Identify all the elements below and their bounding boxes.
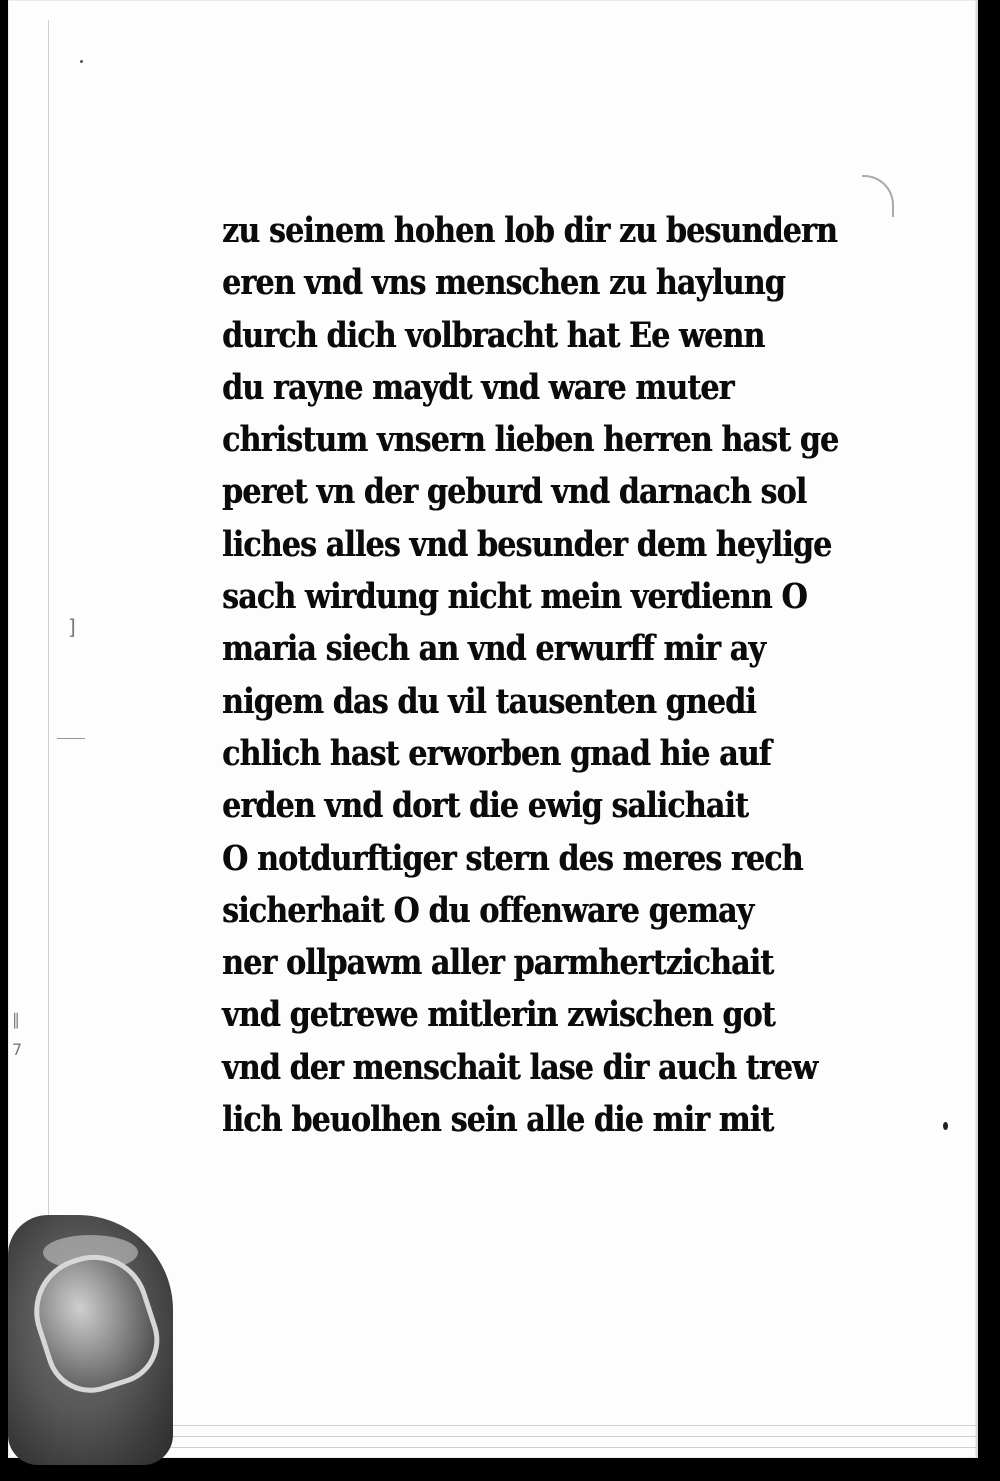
manuscript-line: lich beuolhen sein alle die mir mit <box>222 1099 774 1141</box>
manuscript-line: sicherhait O du offenware gemay <box>222 889 754 931</box>
manuscript-line: ner ollpawm aller parmhertzichait <box>222 942 774 984</box>
manuscript-line: durch dich volbracht hat Ee wenn <box>222 314 765 356</box>
manuscript-line: vnd der menschait lase dir auch trew <box>222 1046 818 1088</box>
manuscript-line: liches alles vnd besunder dem heylige <box>222 523 832 565</box>
manuscript-line: vnd getrewe mitlerin zwischen got <box>222 994 775 1036</box>
manuscript-line: maria siech an vnd erwurff mir ay <box>222 628 765 670</box>
margin-mark: ] <box>68 615 76 639</box>
margin-dash <box>57 738 85 739</box>
manuscript-line: du rayne maydt vnd ware muter <box>222 366 734 408</box>
margin-mark: 7 <box>12 1040 23 1059</box>
manuscript-line: christum vnsern lieben herren hast ge <box>222 419 839 461</box>
manuscript-line: O notdurftiger stern des meres rech <box>222 837 803 879</box>
manuscript-line: nigem das du vil tausenten gnedi <box>222 680 756 722</box>
ink-spot <box>80 60 83 63</box>
binding-edge-line <box>48 20 49 1420</box>
manuscript-line: erden vnd dort die ewig salichait <box>222 785 748 827</box>
thumb-holding-page <box>8 1215 173 1465</box>
ink-spot <box>943 1122 948 1130</box>
page-bottom-edge <box>158 1436 978 1437</box>
manuscript-line: zu seinem hohen lob dir zu besundern <box>222 210 837 251</box>
thumbnail-nail <box>20 1241 171 1405</box>
manuscript-line: sach wirdung nicht mein verdienn O <box>222 576 807 618</box>
manuscript-line: peret vn der geburd vnd darnach sol <box>222 471 807 513</box>
manuscript-line: chlich hast erworben gnad hie auf <box>222 732 771 774</box>
margin-mark: ∥ <box>12 1010 20 1029</box>
page-bottom-edge <box>158 1425 978 1426</box>
manuscript-text-block <box>222 205 912 1146</box>
manuscript-line: eren vnd vns menschen zu haylung <box>222 262 785 304</box>
page-bottom-edge <box>158 1447 978 1448</box>
